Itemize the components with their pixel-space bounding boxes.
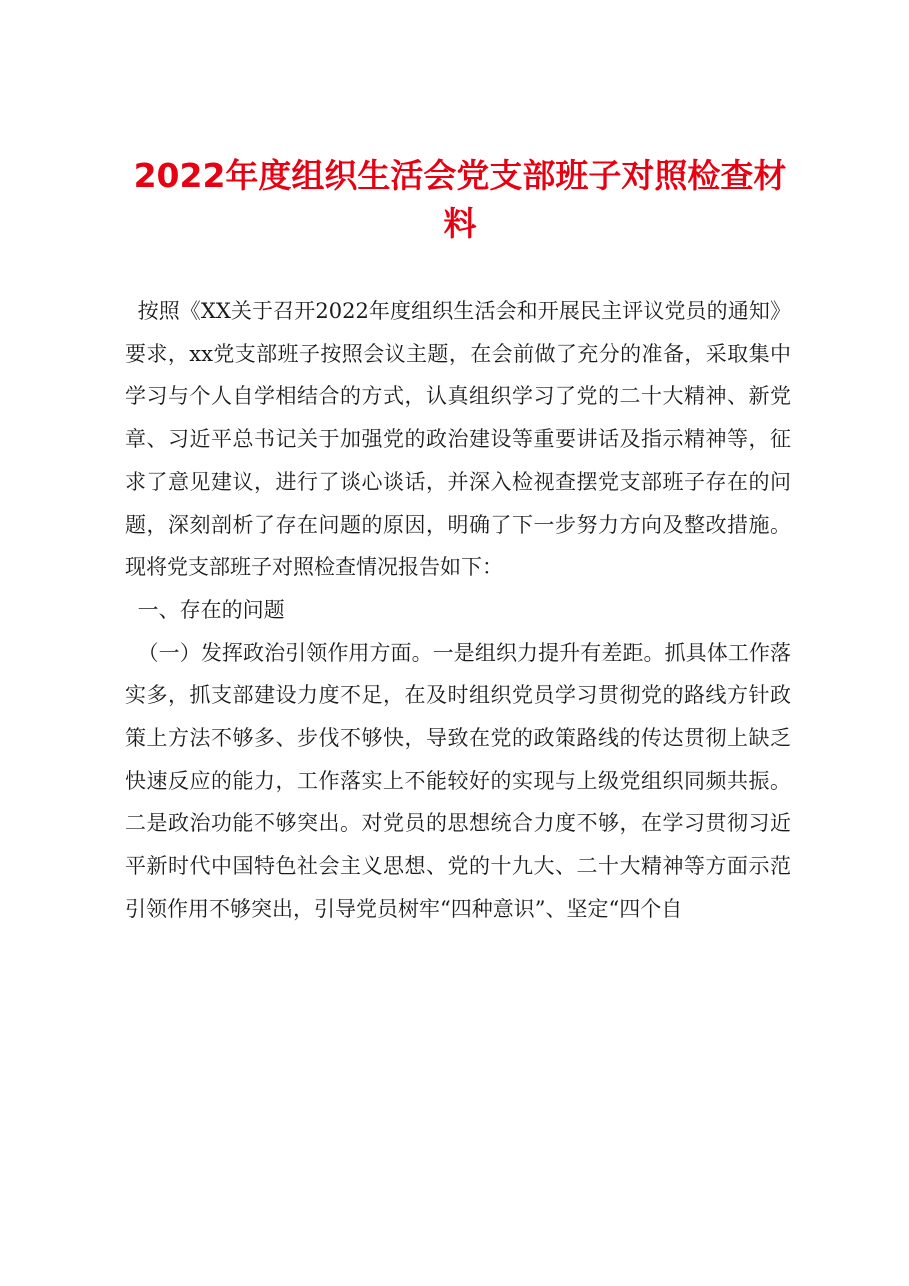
intro-paragraph: 按照《XX关于召开2022年度组织生活会和开展民主评议党员的通知》要求，xx党支部班子按照会议主题，在会前做了充分的准备，采取集中学习与个人自学相结合的方式，认真组织学习了党的二十大精神、新党章、习近平总书记关于加强党的政治建设等重要讲话及指示精神等，征求了意见建议，进行了谈心谈话，并深入检视查摆党支部班子存在的问题，深刻剖析了存在问题的原因，明确了下一步努力方向及整改措施。现将党支部班子对照检查情况报告如下： [125, 299, 791, 580]
body-paragraph: （一）发挥政治引领作用方面。一是组织力提升有差距。抓具体工作落实多，抓支部建设力度不足，在及时组织党员学习贯彻党的路线方针政策上方法不够多、步伐不够快，导致在党的政策路线的传达贯彻上缺乏快速反应的能力，工作落实上不能较好的实现与上级党组织同频共振。二是政治功能不够突出。对党员的思想统合力度不够，在学习贯彻习近平新时代中国特色社会主义思想、党的十九大、二十大精神等方面示范引领作用不够突出，引导党员树牢“四种意识”、坚定“四个自 [125, 640, 791, 921]
document-title: 2022年度组织生活会党支部班子对照检查材料 [133, 156, 787, 243]
section-heading: 一、存在的问题 [137, 597, 285, 622]
document-body [125, 290, 791, 931]
